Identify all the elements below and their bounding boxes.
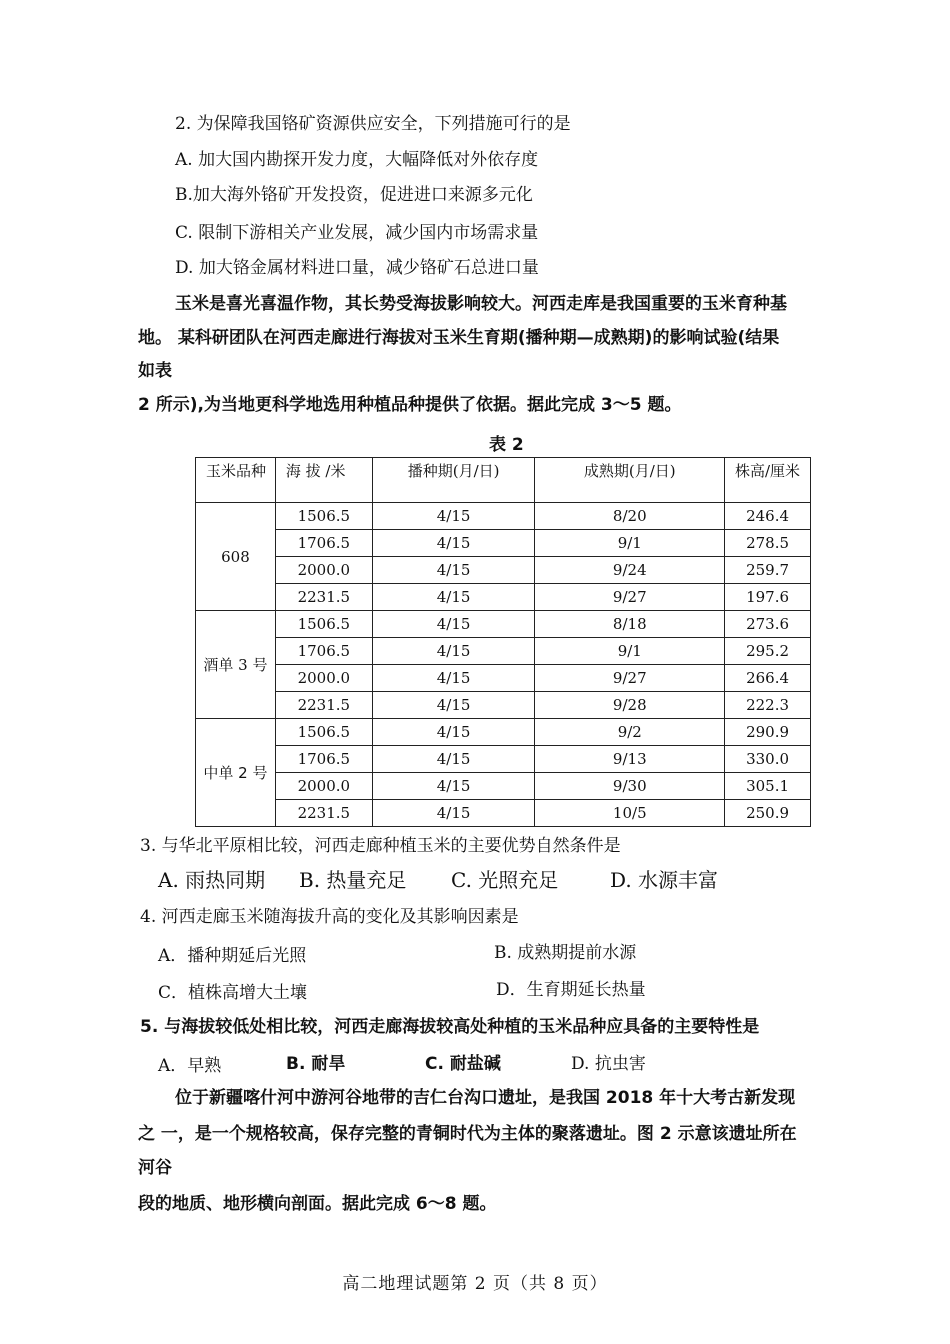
table-row <box>196 665 811 692</box>
table-row <box>196 692 811 719</box>
maturity-cell: 9/28 <box>535 692 725 719</box>
variety-cell: 中单 2 号 <box>196 719 276 827</box>
maturity-cell: 10/5 <box>535 800 725 827</box>
q3-option-b: B. 热量充足 <box>299 868 407 892</box>
sowing-cell: 4/15 <box>372 800 535 827</box>
q5-stem: 5. 与海拔较低处相比较，河西走廊海拔较高处种植的玉米品种应具备的主要特性是 <box>140 1017 760 1037</box>
maturity-cell: 9/27 <box>535 665 725 692</box>
table-row <box>196 719 811 746</box>
height-cell: 290.9 <box>725 719 811 746</box>
q2-option-d: D. 加大铬金属材料进口量，减少铬矿石总进口量 <box>175 258 539 278</box>
header-sowing: 播种期(月/日) <box>372 458 535 503</box>
table-row <box>196 800 811 827</box>
table-header-row <box>196 458 811 503</box>
header-maturity: 成熟期(月/日) <box>535 458 725 503</box>
header-variety: 玉米品种 <box>196 458 276 503</box>
altitude-cell: 1506.5 <box>275 611 372 638</box>
sowing-cell: 4/15 <box>372 584 535 611</box>
table-row <box>196 773 811 800</box>
sowing-cell: 4/15 <box>372 557 535 584</box>
height-cell: 246.4 <box>725 503 811 530</box>
table-caption: 表 2 <box>489 435 524 455</box>
sowing-cell: 4/15 <box>372 746 535 773</box>
variety-cell: 酒单 3 号 <box>196 611 276 719</box>
height-cell: 250.9 <box>725 800 811 827</box>
page-footer: 高二地理试题第 2 页（共 8 页） <box>342 1274 608 1294</box>
q4-option-a: A．播种期延后光照 <box>158 946 307 966</box>
height-cell: 222.3 <box>725 692 811 719</box>
passage1-line-4: 2 所示),为当地更科学地选用种植品种提供了依据。据此完成 3～5 题。 <box>138 395 682 415</box>
q4-option-d: D．生育期延长热量 <box>496 980 646 1000</box>
passage2-line-4: 段的地质、地形横向剖面。据此完成 6～8 题。 <box>138 1194 497 1214</box>
maturity-cell: 9/1 <box>535 638 725 665</box>
q5-option-c: C. 耐盐碱 <box>425 1054 501 1074</box>
altitude-cell: 2231.5 <box>275 800 372 827</box>
q4-option-b: B. 成熟期提前水源 <box>494 943 637 963</box>
sowing-cell: 4/15 <box>372 530 535 557</box>
passage1-line-1: 玉米是喜光喜温作物，其长势受海拔影响较大。河西走库是我国重要的玉米育种基 <box>175 294 787 314</box>
altitude-cell: 1506.5 <box>275 719 372 746</box>
altitude-cell: 1706.5 <box>275 530 372 557</box>
passage2-line-2: 之 一，是一个规格较高，保存完整的青铜时代为主体的聚落遗址。图 2 示意该遗址所在 <box>138 1124 797 1144</box>
table-row <box>196 611 811 638</box>
height-cell: 295.2 <box>725 638 811 665</box>
altitude-cell: 2000.0 <box>275 665 372 692</box>
maturity-cell: 9/30 <box>535 773 725 800</box>
header-altitude: 海 拔 /米 <box>275 458 372 503</box>
header-height: 株高/厘米 <box>725 458 811 503</box>
maturity-cell: 9/2 <box>535 719 725 746</box>
sowing-cell: 4/15 <box>372 773 535 800</box>
table-row <box>196 503 811 530</box>
passage2-line-1: 位于新疆喀什河中游河谷地带的吉仁台沟口遗址，是我国 2018 年十大考古新发现 <box>175 1088 796 1108</box>
sowing-cell: 4/15 <box>372 719 535 746</box>
sowing-cell: 4/15 <box>372 692 535 719</box>
altitude-cell: 2000.0 <box>275 773 372 800</box>
height-cell: 266.4 <box>725 665 811 692</box>
altitude-cell: 2231.5 <box>275 584 372 611</box>
maturity-cell: 9/13 <box>535 746 725 773</box>
sowing-cell: 4/15 <box>372 503 535 530</box>
height-cell: 278.5 <box>725 530 811 557</box>
table-row <box>196 746 811 773</box>
q5-option-a: A．早熟 <box>158 1056 222 1076</box>
q4-stem: 4. 河西走廊玉米随海拔升高的变化及其影响因素是 <box>140 907 519 927</box>
altitude-cell: 2000.0 <box>275 557 372 584</box>
table-row <box>196 557 811 584</box>
q2-option-c: C. 限制下游相关产业发展，减少国内市场需求量 <box>175 223 539 243</box>
sowing-cell: 4/15 <box>372 665 535 692</box>
height-cell: 305.1 <box>725 773 811 800</box>
table-row <box>196 638 811 665</box>
table-row <box>196 584 811 611</box>
data-table <box>195 457 811 827</box>
q4-option-c: C．植株高增大土壤 <box>158 983 308 1003</box>
height-cell: 273.6 <box>725 611 811 638</box>
maturity-cell: 8/18 <box>535 611 725 638</box>
q3-option-d: D. 水源丰富 <box>610 868 719 892</box>
maturity-cell: 9/24 <box>535 557 725 584</box>
height-cell: 330.0 <box>725 746 811 773</box>
table-row <box>196 530 811 557</box>
q5-option-b: B. 耐旱 <box>286 1054 346 1074</box>
q3-option-a: A. 雨热同期 <box>158 868 266 892</box>
passage1-line-2: 地。 某科研团队在河西走廊进行海拔对玉米生育期(播种期—成熟期)的影响试验(结果 <box>138 328 780 348</box>
altitude-cell: 1706.5 <box>275 746 372 773</box>
altitude-cell: 1506.5 <box>275 503 372 530</box>
sowing-cell: 4/15 <box>372 638 535 665</box>
maturity-cell: 8/20 <box>535 503 725 530</box>
q2-stem: 2. 为保障我国铬矿资源供应安全，下列措施可行的是 <box>175 114 571 134</box>
q2-option-b: B.加大海外铬矿开发投资，促进进口来源多元化 <box>175 185 533 205</box>
sowing-cell: 4/15 <box>372 611 535 638</box>
passage2-line-3: 河谷 <box>138 1158 172 1178</box>
maturity-cell: 9/1 <box>535 530 725 557</box>
q3-option-c: C. 光照充足 <box>451 868 559 892</box>
height-cell: 259.7 <box>725 557 811 584</box>
height-cell: 197.6 <box>725 584 811 611</box>
q3-stem: 3. 与华北平原相比较，河西走廊种植玉米的主要优势自然条件是 <box>140 836 621 856</box>
altitude-cell: 2231.5 <box>275 692 372 719</box>
q5-option-d: D. 抗虫害 <box>571 1054 646 1074</box>
q2-option-a: A. 加大国内勘探开发力度，大幅降低对外依存度 <box>175 150 539 170</box>
passage1-line-3: 如表 <box>138 361 172 381</box>
variety-cell: 608 <box>196 503 276 611</box>
maturity-cell: 9/27 <box>535 584 725 611</box>
altitude-cell: 1706.5 <box>275 638 372 665</box>
